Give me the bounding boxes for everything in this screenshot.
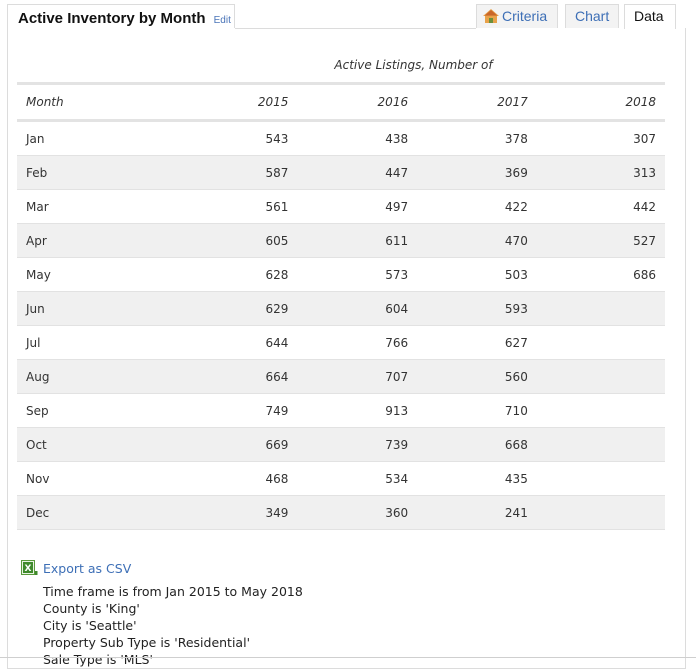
cell-2016: 766 [288, 326, 408, 360]
cell-2018 [528, 360, 665, 394]
cell-month: Mar [17, 190, 169, 224]
cell-2018 [528, 496, 665, 530]
table-row [17, 360, 665, 394]
cell-month: May [17, 258, 169, 292]
table-row [17, 292, 665, 326]
cell-2018 [528, 326, 665, 360]
column-header-month: Month [26, 95, 64, 109]
table-row [17, 156, 665, 190]
cell-2015: 628 [169, 258, 289, 292]
tab-criteria[interactable]: Criteria [476, 4, 558, 28]
cell-2018: 686 [528, 258, 665, 292]
table-row [17, 462, 665, 496]
cell-2016: 739 [288, 428, 408, 462]
cell-2017: 593 [408, 292, 528, 326]
cell-2016: 447 [288, 156, 408, 190]
cell-2016: 360 [288, 496, 408, 530]
tab-data[interactable]: Data [624, 4, 676, 29]
report-title-tab [7, 4, 235, 28]
cell-month: Jun [17, 292, 169, 326]
cell-2017: 710 [408, 394, 528, 428]
cell-month: Sep [17, 394, 169, 428]
cell-2015: 587 [169, 156, 289, 190]
panel-top-border [235, 28, 476, 29]
table-row [17, 224, 665, 258]
cell-month: Jul [17, 326, 169, 360]
cell-2016: 497 [288, 190, 408, 224]
table-row [17, 496, 665, 530]
column-header-2017: 2017 [497, 95, 528, 109]
report-title: Active Inventory by Month [18, 10, 206, 27]
criteria-line: County is 'King' [43, 601, 140, 616]
criteria-summary [43, 583, 303, 668]
cell-2017: 378 [408, 121, 528, 156]
export-csv-link[interactable]: X Export as CSV [21, 560, 131, 576]
cell-month: Feb [17, 156, 169, 190]
cell-2015: 749 [169, 394, 289, 428]
cell-2018 [528, 462, 665, 496]
cell-2015: 629 [169, 292, 289, 326]
cell-2015: 644 [169, 326, 289, 360]
cell-2018 [528, 428, 665, 462]
criteria-line: Sale Type is 'MLS' [43, 652, 153, 667]
cell-2017: 369 [408, 156, 528, 190]
data-table-container [17, 48, 665, 530]
cell-2016: 438 [288, 121, 408, 156]
cell-2018: 527 [528, 224, 665, 258]
data-table [17, 82, 665, 530]
svg-text:X: X [24, 564, 32, 574]
cell-2015: 468 [169, 462, 289, 496]
cell-2018: 307 [528, 121, 665, 156]
cell-2016: 604 [288, 292, 408, 326]
cell-2017: 435 [408, 462, 528, 496]
cell-2016: 913 [288, 394, 408, 428]
cell-month: Jan [17, 121, 169, 156]
cell-2016: 707 [288, 360, 408, 394]
table-row [17, 428, 665, 462]
cell-2015: 669 [169, 428, 289, 462]
cell-month: Oct [17, 428, 169, 462]
edit-title-link[interactable]: Edit [213, 15, 231, 26]
cell-month: Aug [17, 360, 169, 394]
cell-2016: 534 [288, 462, 408, 496]
table-row [17, 258, 665, 292]
table-row [17, 326, 665, 360]
cell-2018: 442 [528, 190, 665, 224]
cell-2015: 561 [169, 190, 289, 224]
cell-2018 [528, 394, 665, 428]
cell-2015: 349 [169, 496, 289, 530]
house-icon [483, 9, 499, 26]
cell-month: Apr [17, 224, 169, 258]
table-group-header: Active Listings, Number of [334, 58, 493, 72]
cell-month: Nov [17, 462, 169, 496]
cell-2015: 605 [169, 224, 289, 258]
table-header-row [17, 84, 665, 121]
column-header-2018: 2018 [625, 95, 656, 109]
cell-2018 [528, 292, 665, 326]
cell-2017: 241 [408, 496, 528, 530]
cell-month: Dec [17, 496, 169, 530]
column-header-2016: 2016 [377, 95, 409, 109]
bottom-divider [0, 657, 696, 658]
cell-2016: 573 [288, 258, 408, 292]
table-row [17, 190, 665, 224]
criteria-line: Property Sub Type is 'Residential' [43, 635, 251, 650]
excel-icon [21, 560, 38, 576]
tab-chart[interactable]: Chart [565, 4, 619, 28]
column-header-2015: 2015 [257, 95, 289, 109]
cell-2017: 627 [408, 326, 528, 360]
table-row [17, 121, 665, 156]
cell-2016: 611 [288, 224, 408, 258]
cell-2017: 560 [408, 360, 528, 394]
cell-2017: 503 [408, 258, 528, 292]
cell-2015: 664 [169, 360, 289, 394]
cell-2017: 470 [408, 224, 528, 258]
cell-2018: 313 [528, 156, 665, 190]
cell-2017: 422 [408, 190, 528, 224]
cell-2015: 543 [169, 121, 289, 156]
cell-2017: 668 [408, 428, 528, 462]
table-row [17, 394, 665, 428]
criteria-line: City is 'Seattle' [43, 618, 137, 633]
criteria-line: Time frame is from Jan 2015 to May 2018 [43, 584, 303, 599]
